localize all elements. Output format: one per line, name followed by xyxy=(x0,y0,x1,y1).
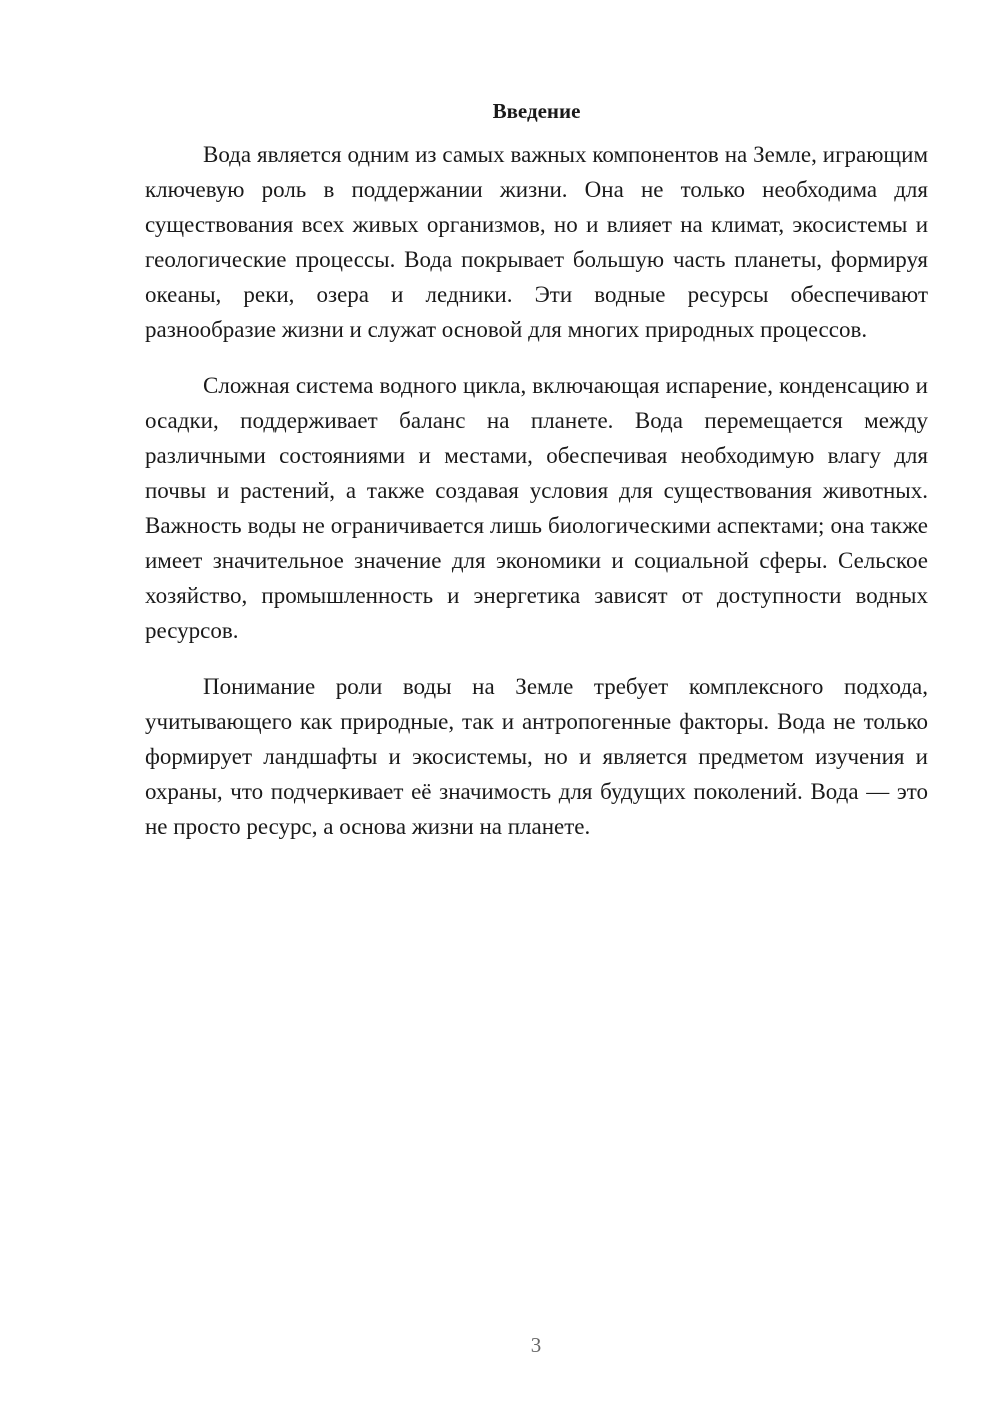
paragraph-3: Понимание роли воды на Земле требует комплексного подхода, учитывающего как природные, так и антропогенные факторы. Вода не только формирует ландшафты и экосистемы, но и является предметом изучения и охраны, что подчеркивает её значимость для будущих поколений. Вода — это не просто ресурс, а основа жизни на планете. xyxy=(145,674,928,839)
page-content xyxy=(145,97,928,865)
page-number: 3 xyxy=(530,1333,542,1357)
section-heading: Введение xyxy=(492,99,581,123)
paragraph-1: Вода является одним из самых важных компонентов на Земле, играющим ключевую роль в поддержании жизни. Она не только необходима для существования всех живых организмов, но и влияет на климат, экосистемы и геологические процессы. Вода покрывает большую часть планеты, формируя океаны, реки, озера и ледники. Эти водные ресурсы обеспечивают разнообразие жизни и служат основой для многих природных процессов. xyxy=(145,142,928,342)
paragraph-2: Сложная система водного цикла, включающая испарение, конденсацию и осадки, поддерживает баланс на планете. Вода перемещается между различными состояниями и местами, обеспечивая необходимую влагу для почвы и растений, а также создавая условия для существования животных. Важность воды не ограничивается лишь биологическими аспектами; она также имеет значительное значение для экономики и социальной сферы. Сельское хозяйство, промышленность и энергетика зависят от доступности водных ресурсов. xyxy=(145,373,928,643)
